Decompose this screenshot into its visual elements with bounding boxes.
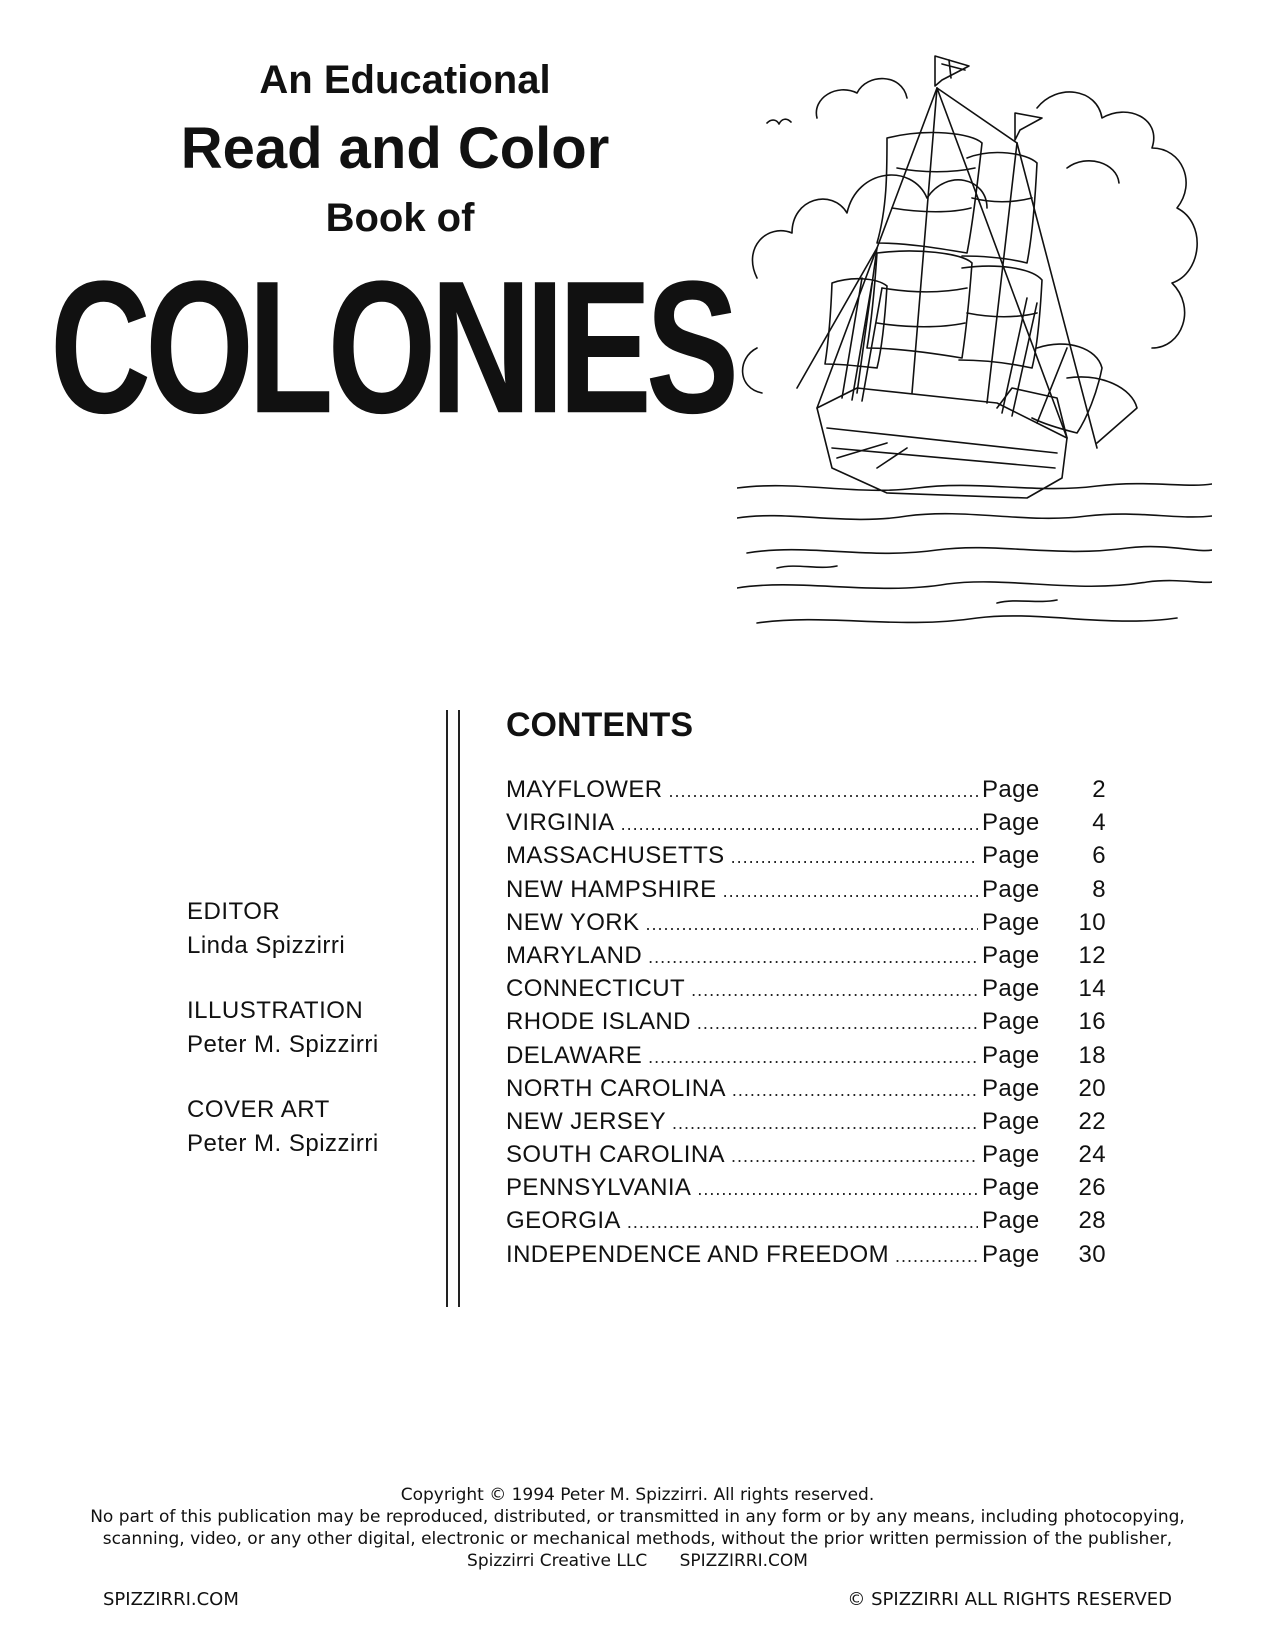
toc-page-ref [978, 1108, 1106, 1136]
toc-entry [506, 776, 1106, 809]
toc-entry-title: SOUTH CAROLINA [506, 1141, 725, 1169]
toc-entry [506, 975, 1106, 1008]
toc-page-number: 2 [1092, 776, 1106, 803]
toc-page-label: Page [982, 842, 1040, 870]
toc-entry-title: MARYLAND [506, 941, 643, 969]
credit-name: Peter M. Spizzirri [187, 1031, 379, 1058]
toc-page-label: Page [982, 1141, 1040, 1169]
toc-entry-title: DELAWARE [506, 1041, 643, 1069]
toc-page-number: 24 [1078, 1141, 1106, 1169]
toc-entry-title: RHODE ISLAND [506, 1008, 691, 1036]
toc-entry [506, 942, 1106, 975]
toc-entry [506, 809, 1106, 842]
copyright-line: No part of this publication may be reproduced, distributed, or transmitted in any form or by any means, including photocopying, [90, 1507, 1185, 1527]
toc-page-ref [978, 1008, 1106, 1036]
toc-page-ref [978, 909, 1106, 937]
toc-page-number: 28 [1078, 1207, 1106, 1235]
table-of-contents [506, 776, 1106, 1274]
toc-entry [506, 1207, 1106, 1240]
toc-page-label: Page [982, 1240, 1040, 1268]
toc-page-ref [978, 1174, 1106, 1202]
toc-page-number: 14 [1078, 975, 1106, 1003]
credits [187, 895, 379, 1192]
toc-entry-title: NORTH CAROLINA [506, 1074, 726, 1102]
publisher-line: Spizzirri Creative LLC SPIZZIRRI.COM [467, 1551, 808, 1571]
toc-page-number: 10 [1078, 908, 1106, 936]
toc-page-label: Page [982, 941, 1040, 969]
toc-leader-dots [732, 1080, 978, 1101]
toc-page-ref [978, 1207, 1106, 1235]
toc-page-ref [978, 776, 1106, 804]
credit-name: Peter M. Spizzirri [187, 1130, 379, 1157]
credit-role: ILLUSTRATION [187, 997, 364, 1024]
title-line-book-of: Book of [325, 196, 475, 240]
credit-role: COVER ART [187, 1096, 330, 1123]
footer-website: SPIZZIRRI.COM [103, 1589, 239, 1610]
toc-page-label: Page [982, 1174, 1040, 1202]
toc-page-ref [978, 1241, 1106, 1269]
toc-leader-dots [723, 881, 978, 902]
toc-leader-dots [697, 1013, 978, 1034]
toc-entry-title: NEW JERSEY [506, 1107, 667, 1135]
footer-rights: © SPIZZIRRI ALL RIGHTS RESERVED [847, 1589, 1172, 1610]
toc-page-number: 16 [1078, 1008, 1106, 1036]
toc-entry [506, 1241, 1106, 1274]
toc-entry [506, 1075, 1106, 1108]
toc-page-label: Page [982, 975, 1040, 1003]
toc-leader-dots [648, 947, 978, 968]
title-colonies: COLONIES [50, 240, 734, 453]
toc-page-number: 6 [1092, 842, 1106, 870]
toc-page-number: 12 [1078, 941, 1106, 969]
credit-role: EDITOR [187, 898, 281, 925]
credit-editor [187, 895, 379, 963]
toc-leader-dots [645, 914, 978, 935]
toc-page-ref [978, 842, 1106, 870]
book-title [50, 58, 734, 453]
toc-entry-title: CONNECTICUT [506, 975, 686, 1003]
toc-leader-dots [731, 847, 978, 868]
toc-leader-dots [895, 1246, 978, 1267]
toc-page-number: 8 [1092, 875, 1106, 903]
toc-page-number: 18 [1078, 1041, 1106, 1069]
toc-page-ref [978, 942, 1106, 970]
toc-entry-title: MASSACHUSETTS [506, 842, 725, 870]
toc-page-number: 30 [1078, 1240, 1106, 1268]
toc-entry [506, 876, 1106, 909]
toc-entry [506, 1141, 1106, 1174]
toc-page-label: Page [982, 1008, 1040, 1036]
toc-entry [506, 1174, 1106, 1207]
toc-leader-dots [691, 980, 978, 1001]
toc-page-ref [978, 1141, 1106, 1169]
toc-leader-dots [672, 1113, 978, 1134]
toc-entry-title: GEORGIA [506, 1207, 621, 1235]
toc-entry [506, 1042, 1106, 1075]
toc-page-label: Page [982, 1107, 1040, 1135]
toc-entry [506, 842, 1106, 875]
toc-page-number: 26 [1078, 1174, 1106, 1202]
toc-page-ref [978, 1042, 1106, 1070]
copyright-line: scanning, video, or any other digital, electronic or mechanical methods, without the prior written permission of the publisher, [102, 1529, 1173, 1549]
toc-leader-dots [731, 1146, 978, 1167]
toc-entry-title: INDEPENDENCE AND FREEDOM [506, 1240, 889, 1268]
toc-page-ref [978, 975, 1106, 1003]
toc-page-label: Page [982, 1074, 1040, 1102]
toc-leader-dots [627, 1212, 978, 1233]
toc-page-ref [978, 876, 1106, 904]
toc-leader-dots [648, 1047, 978, 1068]
copyright-notice [0, 1484, 1275, 1572]
toc-page-label: Page [982, 1041, 1040, 1069]
toc-page-number: 20 [1078, 1074, 1106, 1102]
sailing-ship-illustration [737, 48, 1212, 648]
toc-entry-title: NEW YORK [506, 908, 640, 936]
toc-page-number: 4 [1092, 809, 1106, 837]
toc-entry [506, 1108, 1106, 1141]
title-line-read-and-color: Read and Color [180, 116, 610, 181]
toc-entry-title: MAYFLOWER [506, 776, 663, 803]
toc-page-label: Page [982, 908, 1040, 936]
toc-page-label: Page [982, 776, 1040, 803]
toc-page-label: Page [982, 809, 1040, 837]
toc-page-ref [978, 1075, 1106, 1103]
toc-page-ref [978, 809, 1106, 837]
toc-entry-title: VIRGINIA [506, 809, 615, 837]
credit-name: Linda Spizzirri [187, 932, 346, 959]
toc-entry-title: NEW HAMPSHIRE [506, 875, 717, 903]
toc-page-label: Page [982, 875, 1040, 903]
contents-heading: CONTENTS [506, 706, 693, 744]
toc-leader-dots [697, 1179, 978, 1200]
toc-page-label: Page [982, 1207, 1040, 1235]
credit-cover-art [187, 1093, 379, 1161]
toc-leader-dots [621, 814, 978, 835]
toc-page-number: 22 [1078, 1107, 1106, 1135]
credit-illustration [187, 994, 379, 1062]
toc-entry-title: PENNSYLVANIA [506, 1174, 692, 1202]
toc-leader-dots [669, 781, 979, 802]
title-line-educational: An Educational [259, 58, 551, 102]
toc-entry [506, 1008, 1106, 1041]
toc-entry [506, 909, 1106, 942]
copyright-line: Copyright © 1994 Peter M. Spizzirri. All rights reserved. [400, 1485, 875, 1505]
column-divider [446, 710, 460, 1307]
